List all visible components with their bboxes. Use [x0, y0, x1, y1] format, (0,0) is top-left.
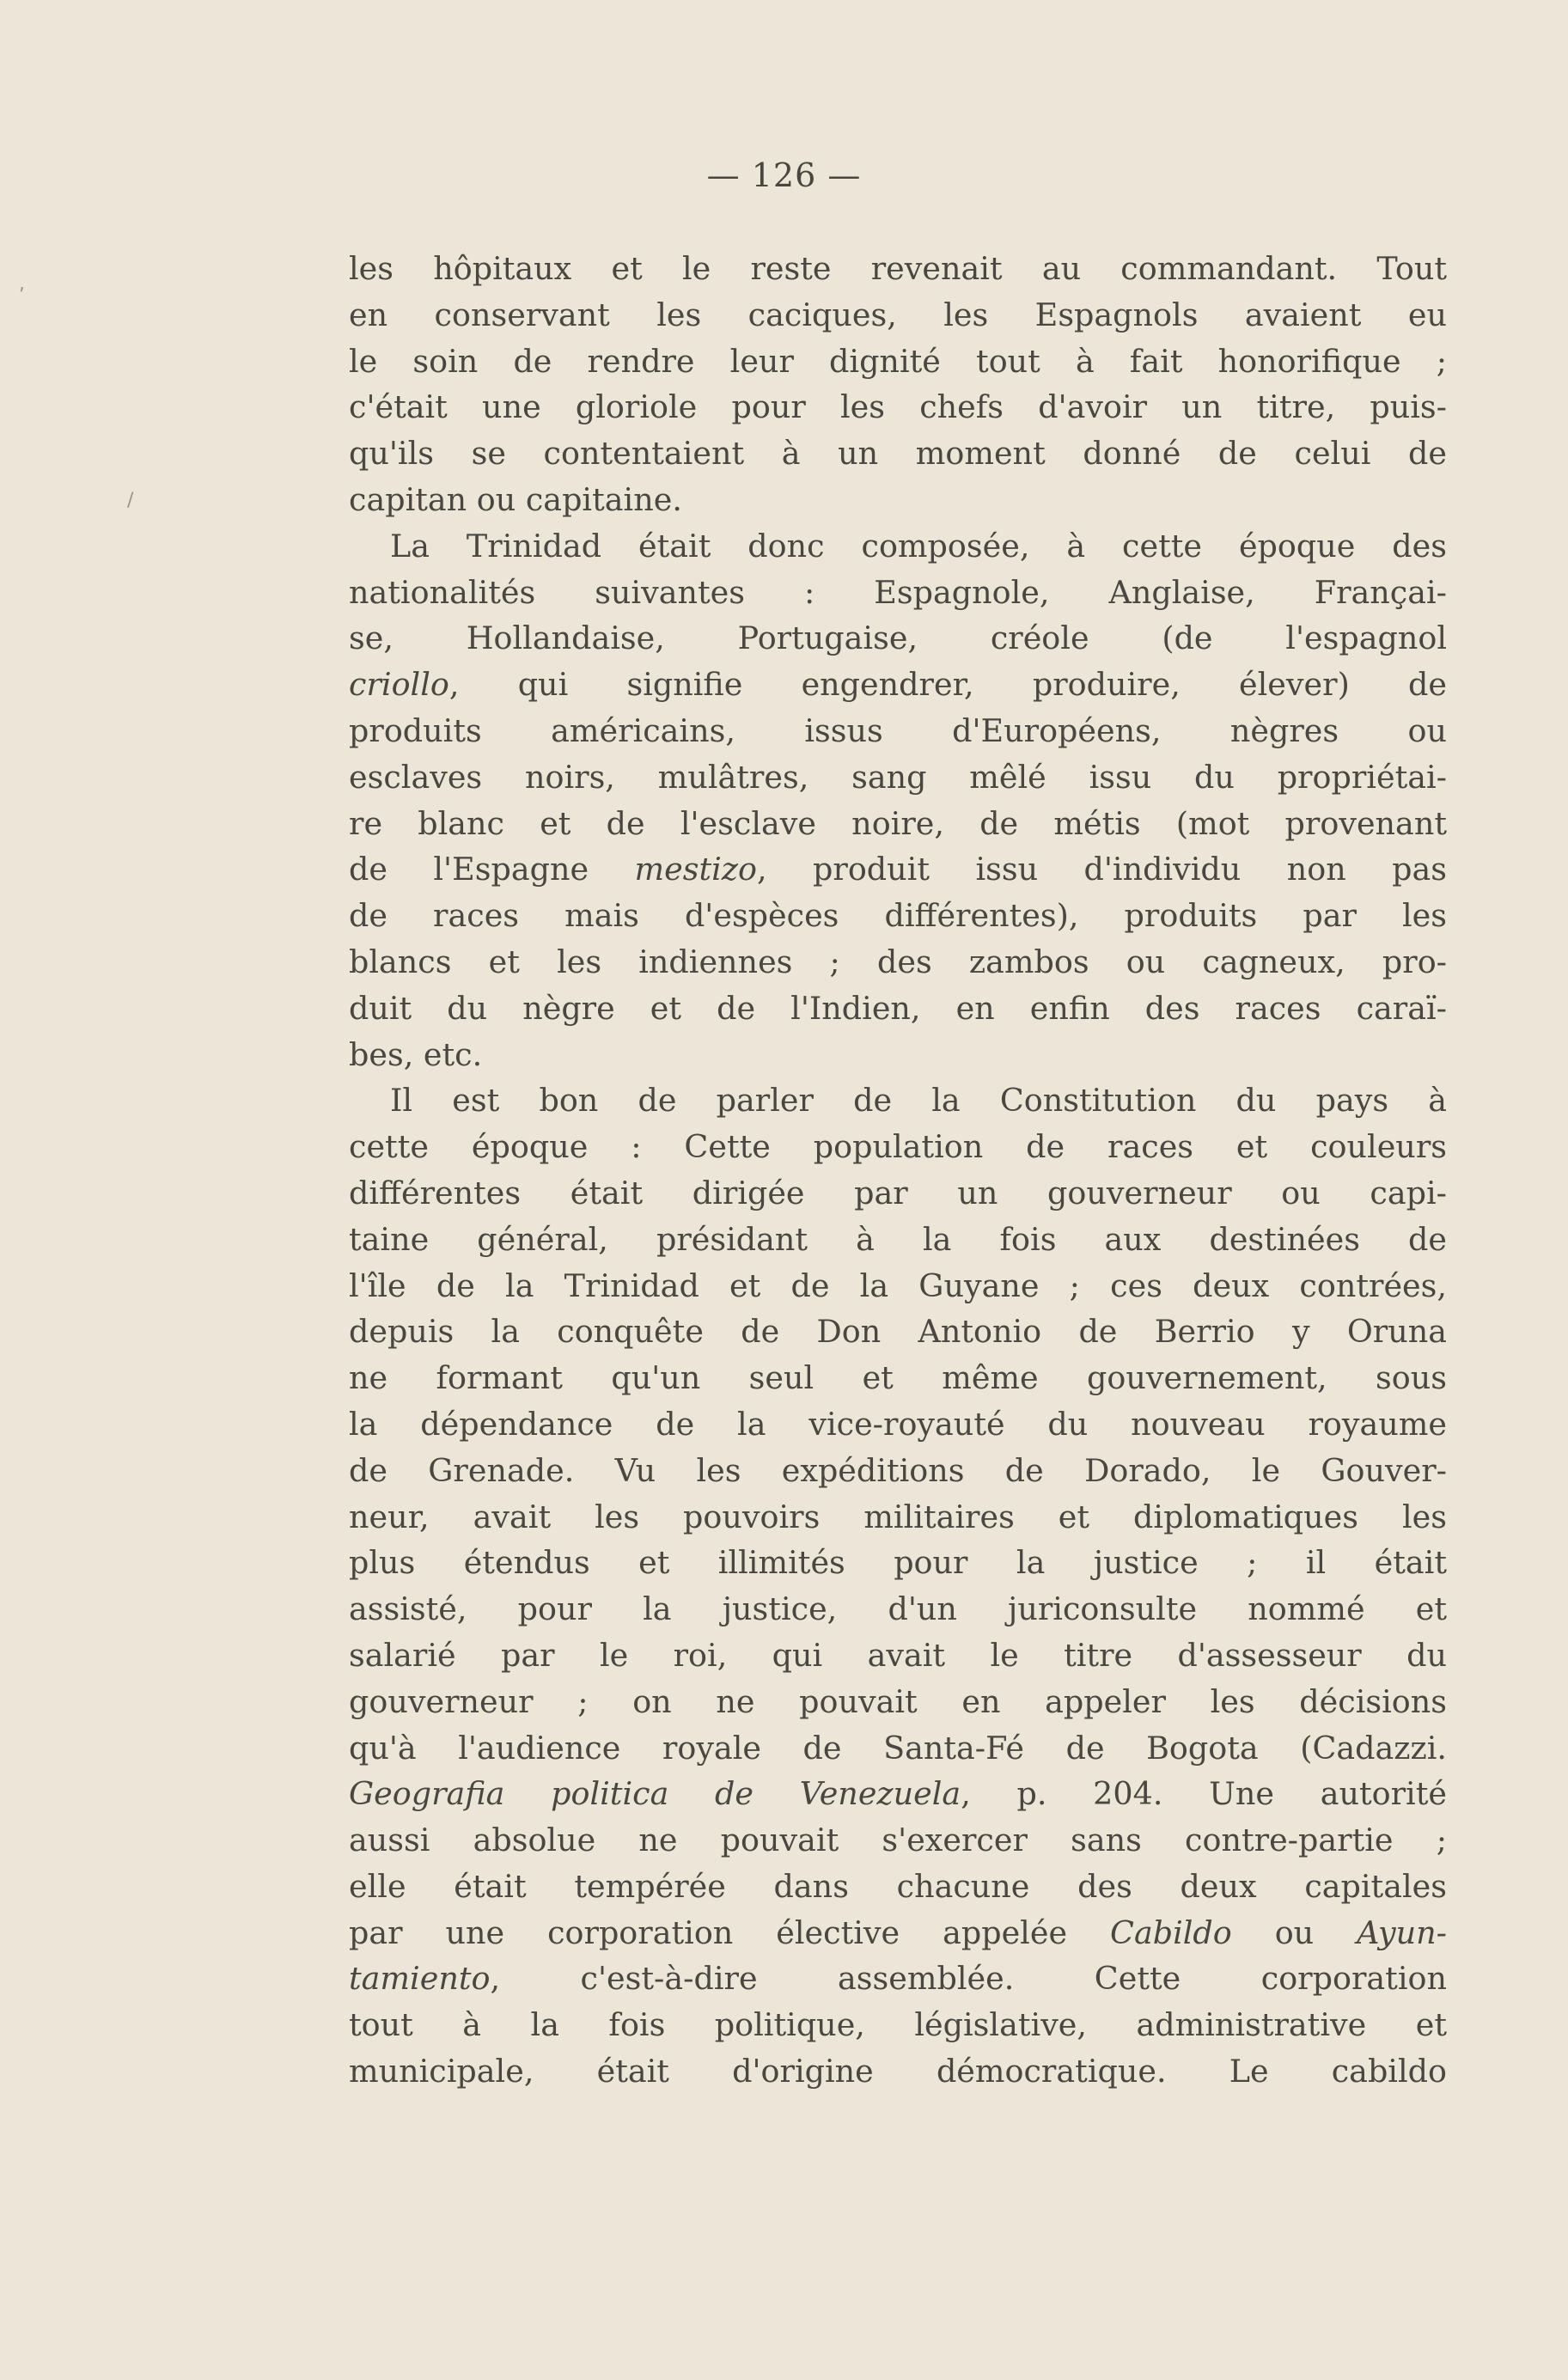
text-line: tamiento, c'est-à-dire assemblée. Cette corporation — [349, 1960, 1447, 1998]
text-line: aussi absolue ne pouvait s'exercer sans contre-partie ; — [349, 1822, 1447, 1859]
page-number: — 126 — — [706, 156, 862, 194]
text-line: re blanc et de l'esclave noire, de métis (mot provenant — [349, 804, 1447, 842]
text-line: nationalités suivantes : Espagnole, Anglaise, Françai- — [349, 573, 1447, 611]
text-line: qu'ils se contentaient à un moment donné de celui de — [349, 435, 1447, 473]
text-line: elle était tempérée dans chacune des deux capitales — [349, 1867, 1447, 1905]
text-line: blancs et les indiennes ; des zambos ou cagneux, pro- — [349, 943, 1447, 980]
text-line: cette époque : Cette population de races et couleurs — [349, 1128, 1447, 1166]
text-line: en conservant les caciques, les Espagnols avaient eu — [349, 296, 1447, 333]
text-line: assisté, pour la justice, d'un juriconsulte nommé et — [349, 1590, 1447, 1628]
text-line: différentes était dirigée par un gouverneur ou capi- — [349, 1174, 1447, 1211]
text-line: Geografia politica de Venezuela, p. 204. Une autorité — [349, 1775, 1447, 1813]
text-line: le soin de rendre leur dignité tout à fait honorifique ; — [349, 342, 1447, 380]
text-line: c'était une gloriole pour les chefs d'avoir un titre, puis- — [349, 388, 1447, 426]
text-line: les hôpitaux et le reste revenait au commandant. Tout — [349, 250, 1447, 287]
text-line: salarié par le roi, qui avait le titre d'assesseur du — [349, 1636, 1447, 1674]
text-line: plus étendus et illimités pour la justice ; il était — [349, 1544, 1447, 1582]
text-line: de Grenade. Vu les expéditions de Dorado, le Gouver- — [349, 1451, 1447, 1489]
margin-speck: , — [19, 273, 25, 295]
text-line: esclaves noirs, mulâtres, sang mêlé issu du propriétai- — [349, 758, 1447, 796]
margin-speck: / — [127, 490, 134, 511]
text-line: depuis la conquête de Don Antonio de Berrio y Oruna — [349, 1313, 1447, 1351]
text-line: se, Hollandaise, Portugaise, créole (de l'espagnol — [349, 619, 1447, 657]
text-line: de l'Espagne mestizo, produit issu d'individu non pas — [349, 851, 1447, 888]
text-line: neur, avait les pouvoirs militaires et diplomatiques les — [349, 1498, 1447, 1535]
text-line: gouverneur ; on ne pouvait en appeler les décisions — [349, 1682, 1447, 1720]
body-text — [349, 246, 1447, 2095]
text-line: produits américains, issus d'Européens, nègres ou — [349, 711, 1447, 749]
text-line: qu'à l'audience royale de Santa-Fé de Bogota (Cadazzi. — [349, 1729, 1447, 1767]
text-line: municipale, était d'origine démocratique. Le cabildo — [349, 2053, 1447, 2090]
text-line: ne formant qu'un seul et même gouvernement, sous — [349, 1359, 1447, 1397]
text-line: Il est bon de parler de la Constitution du pays à — [390, 1082, 1447, 1120]
text-line: de races mais d'espèces différentes), produits par les — [349, 897, 1447, 935]
text-line: l'île de la Trinidad et de la Guyane ; ces deux contrées, — [349, 1266, 1447, 1304]
text-line: tout à la fois politique, législative, administrative et — [349, 2006, 1447, 2044]
text-line: duit du nègre et de l'Indien, en enfin des races caraï- — [349, 989, 1447, 1027]
text-line: par une corporation élective appelée Cabildo ou Ayun- — [349, 1913, 1447, 1951]
text-line: taine général, présidant à la fois aux destinées de — [349, 1220, 1447, 1258]
text-line: criollo, qui signifie engendrer, produire, élever) de — [349, 666, 1447, 704]
text-line: La Trinidad était donc composée, à cette époque des — [390, 527, 1447, 564]
text-line: capitan ou capitaine. — [349, 480, 682, 518]
text-line: bes, etc. — [349, 1035, 483, 1073]
text-line: la dépendance de la vice-royauté du nouveau royaume — [349, 1405, 1447, 1443]
